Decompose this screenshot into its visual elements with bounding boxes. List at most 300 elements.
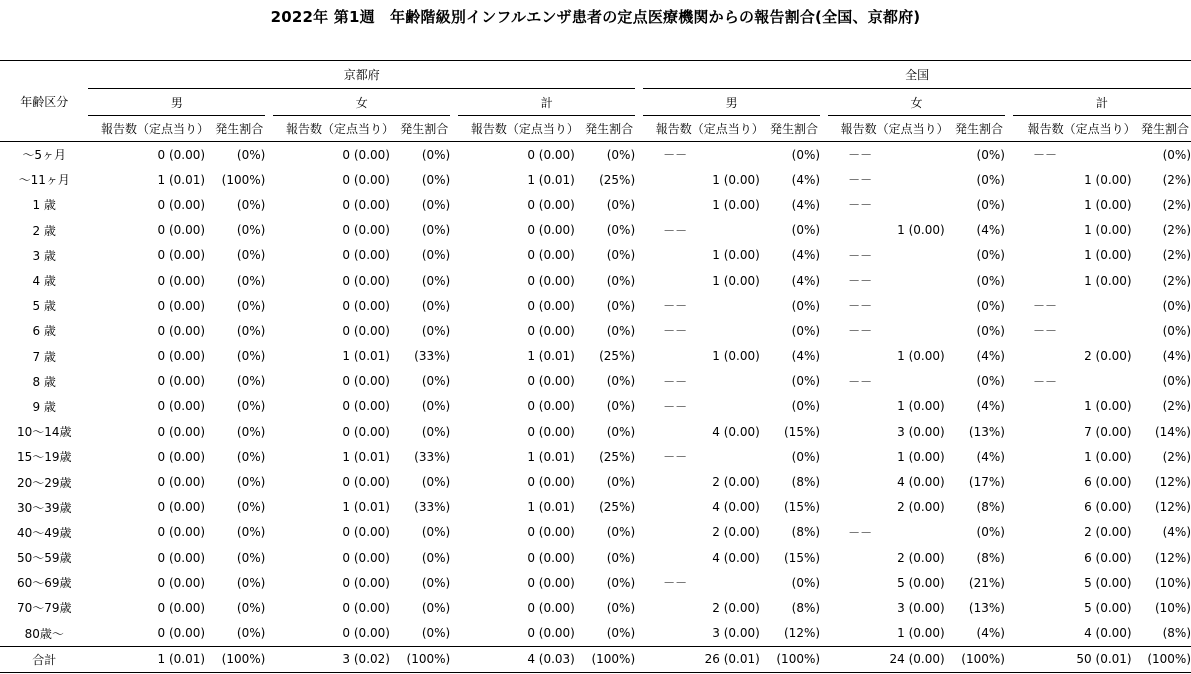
rate-cell: (4%) xyxy=(976,223,1005,238)
rate-cell: (0%) xyxy=(976,172,1005,187)
count-cell: 0 (0.00) xyxy=(157,550,206,565)
count-cell: －－ xyxy=(848,299,873,314)
table-row xyxy=(0,167,1191,192)
count-cell: －－ xyxy=(848,198,873,213)
count-cell: 0 (0.00) xyxy=(342,298,390,313)
col-gap xyxy=(1005,394,1013,419)
rate-cell: (0%) xyxy=(976,248,1005,263)
count-cell: 6 (0.00) xyxy=(1084,550,1132,565)
count-cell: 0 (0.00) xyxy=(157,374,206,389)
rate-cell: (12%) xyxy=(1154,475,1191,490)
count-cell: 0 (0.00) xyxy=(527,147,575,162)
count-cell: 1 (0.00) xyxy=(712,172,760,187)
count-cell: 1 (0.00) xyxy=(897,223,945,238)
count-cell: 1 (0.00) xyxy=(712,197,760,212)
col-gap xyxy=(635,192,643,217)
table-row xyxy=(0,293,1191,318)
col-gap xyxy=(635,268,643,293)
col-gap xyxy=(635,495,643,520)
col-gap xyxy=(635,545,643,570)
col-gap xyxy=(450,167,458,192)
rate-cell: (0%) xyxy=(976,147,1005,162)
count-cell: 0 (0.00) xyxy=(342,323,390,338)
rate-cell: (25%) xyxy=(599,500,636,515)
count-cell: 6 (0.00) xyxy=(1084,475,1132,490)
col-gap xyxy=(265,142,273,168)
sex-header: 女 xyxy=(273,89,450,116)
count-cell: 0 (0.00) xyxy=(157,600,206,615)
rate-cell: (4%) xyxy=(791,273,821,288)
col-gap xyxy=(820,394,828,419)
col-gap xyxy=(820,344,828,369)
page-title: 2022年 第1週 年齢階級別インフルエンザ患者の定点医療機関からの報告割合(全国、京都府) xyxy=(270,8,921,26)
count-cell: 0 (0.00) xyxy=(342,424,390,439)
rate-cell: (12%) xyxy=(1154,500,1191,515)
rate-cell: (0%) xyxy=(236,449,266,464)
rate-cell: (0%) xyxy=(236,626,266,641)
count-cell: 2 (0.00) xyxy=(897,500,945,515)
count-cell: 0 (0.00) xyxy=(527,575,575,590)
rate-cell: (0%) xyxy=(236,575,266,590)
rate-cell: (12%) xyxy=(1154,550,1191,565)
col-gap xyxy=(1005,570,1013,595)
col-gap xyxy=(820,495,828,520)
rate-cell: (17%) xyxy=(968,475,1005,490)
count-cell: 1 (0.00) xyxy=(897,626,945,641)
col-gap xyxy=(450,419,458,444)
count-cell: 50 (0.01) xyxy=(1013,646,1138,672)
count-cell: 0 (0.00) xyxy=(157,525,206,540)
rate-cell: (13%) xyxy=(968,424,1005,439)
age-cell: ～11ヶ月 xyxy=(18,173,70,188)
count-cell: 0 (0.00) xyxy=(342,273,390,288)
col-gap xyxy=(635,419,643,444)
col-gap xyxy=(1005,318,1013,343)
count-cell: 0 (0.00) xyxy=(342,600,390,615)
col-header-rate: 発生割合 xyxy=(766,116,820,142)
count-cell: 24 (0.00) xyxy=(828,646,951,672)
rate-cell: (0%) xyxy=(606,323,636,338)
count-cell: 0 (0.00) xyxy=(342,626,390,641)
col-header-rate: 発生割合 xyxy=(581,116,635,142)
age-cell: 40～49歳 xyxy=(16,525,72,540)
col-gap xyxy=(265,116,273,142)
rate-cell: (0%) xyxy=(421,172,451,187)
col-gap xyxy=(450,192,458,217)
count-cell: 1 (0.00) xyxy=(1084,399,1132,414)
count-cell: 0 (0.00) xyxy=(157,223,206,238)
rate-cell: (0%) xyxy=(236,550,266,565)
rate-cell: (0%) xyxy=(421,374,451,389)
count-cell: 0 (0.00) xyxy=(342,550,390,565)
col-gap xyxy=(635,570,643,595)
rate-cell: (0%) xyxy=(976,525,1005,540)
rate-cell: (0%) xyxy=(236,273,266,288)
col-gap xyxy=(820,293,828,318)
count-cell: 0 (0.00) xyxy=(157,197,206,212)
col-gap xyxy=(265,419,273,444)
age-cell: 10～14歳 xyxy=(16,425,72,440)
col-gap xyxy=(635,167,643,192)
rate-cell: (0%) xyxy=(236,424,266,439)
age-cell: 80歳～ xyxy=(24,626,64,641)
rate-cell: (0%) xyxy=(791,147,821,162)
rate-cell: (2%) xyxy=(1162,399,1191,414)
col-header-count: 報告数（定点当り） xyxy=(1013,116,1138,142)
col-gap xyxy=(1005,167,1013,192)
count-cell: 0 (0.00) xyxy=(342,475,390,490)
rate-cell: (2%) xyxy=(1162,248,1191,263)
table-row xyxy=(0,570,1191,595)
rate-cell: (0%) xyxy=(236,600,266,615)
col-gap xyxy=(265,570,273,595)
rate-cell: (4%) xyxy=(791,197,821,212)
col-gap xyxy=(450,218,458,243)
col-gap xyxy=(820,318,828,343)
age-cell: 3 歳 xyxy=(32,248,56,263)
count-cell: 1 (0.00) xyxy=(1084,197,1132,212)
count-cell: 1 (0.01) xyxy=(342,449,390,464)
count-cell: 5 (0.00) xyxy=(1084,600,1132,615)
rate-cell: (0%) xyxy=(606,424,636,439)
count-cell: 0 (0.00) xyxy=(157,349,206,364)
col-gap xyxy=(450,495,458,520)
count-cell: －－ xyxy=(848,173,873,188)
count-cell: 7 (0.00) xyxy=(1084,424,1132,439)
rate-cell: (0%) xyxy=(606,197,636,212)
age-cell: 5 歳 xyxy=(32,299,56,314)
table-row xyxy=(0,344,1191,369)
col-gap xyxy=(635,444,643,469)
header-row-cols xyxy=(0,116,1191,142)
rate-cell: (15%) xyxy=(784,500,821,515)
col-gap xyxy=(820,167,828,192)
col-gap xyxy=(450,545,458,570)
col-gap xyxy=(265,167,273,192)
count-cell: 0 (0.00) xyxy=(342,525,390,540)
col-gap xyxy=(450,369,458,394)
table-row xyxy=(0,419,1191,444)
rate-cell: (15%) xyxy=(784,550,821,565)
count-cell: 4 (0.00) xyxy=(712,424,760,439)
col-gap xyxy=(265,495,273,520)
rate-cell: (8%) xyxy=(791,475,821,490)
col-gap xyxy=(635,142,643,168)
count-cell: －－ xyxy=(663,148,688,163)
rate-cell: (15%) xyxy=(784,424,821,439)
col-gap xyxy=(1005,192,1013,217)
col-gap xyxy=(265,394,273,419)
col-gap xyxy=(1005,646,1013,672)
count-cell: 0 (0.00) xyxy=(342,197,390,212)
count-cell: －－ xyxy=(848,374,873,389)
col-gap xyxy=(820,595,828,620)
rate-cell: (4%) xyxy=(976,626,1005,641)
col-header-count: 報告数（定点当り） xyxy=(643,116,766,142)
count-cell: 0 (0.00) xyxy=(157,323,206,338)
age-cell: 6 歳 xyxy=(32,324,56,339)
age-cell: 15～19歳 xyxy=(16,450,72,465)
col-header-rate: 発生割合 xyxy=(1138,116,1191,142)
count-cell: 0 (0.00) xyxy=(342,374,390,389)
col-gap xyxy=(820,621,828,647)
rate-cell: (8%) xyxy=(976,500,1005,515)
rate-cell: (0%) xyxy=(236,223,266,238)
rate-cell: (0%) xyxy=(976,374,1005,389)
count-cell: 0 (0.00) xyxy=(527,525,575,540)
rate-cell: (0%) xyxy=(236,525,266,540)
rate-cell: (8%) xyxy=(791,600,821,615)
col-gap xyxy=(820,646,828,672)
age-cell: 20～29歳 xyxy=(16,475,72,490)
count-cell: 3 (0.02) xyxy=(273,646,396,672)
count-cell: 3 (0.00) xyxy=(712,626,760,641)
header-row-region xyxy=(0,61,1191,89)
table-row xyxy=(0,469,1191,494)
col-gap xyxy=(265,646,273,672)
count-cell: 5 (0.00) xyxy=(1084,575,1132,590)
rate-cell: (14%) xyxy=(1154,424,1191,439)
rate-cell: (0%) xyxy=(606,298,636,313)
rate-cell: (0%) xyxy=(421,550,451,565)
rate-cell: (0%) xyxy=(421,525,451,540)
col-gap xyxy=(1005,218,1013,243)
rate-cell: (4%) xyxy=(976,349,1005,364)
count-cell: 0 (0.00) xyxy=(342,248,390,263)
rate-cell: (25%) xyxy=(599,449,636,464)
rate-cell: (100%) xyxy=(766,646,820,672)
col-gap xyxy=(820,243,828,268)
age-cell: 2 歳 xyxy=(32,223,56,238)
rate-cell: (0%) xyxy=(236,500,266,515)
col-gap xyxy=(265,89,273,116)
count-cell: 0 (0.00) xyxy=(527,424,575,439)
count-cell: 2 (0.00) xyxy=(712,475,760,490)
count-cell: 1 (0.00) xyxy=(1084,449,1132,464)
count-cell: 1 (0.01) xyxy=(342,349,390,364)
table-row xyxy=(0,444,1191,469)
rate-cell: (4%) xyxy=(791,172,821,187)
rate-cell: (0%) xyxy=(236,147,266,162)
rate-cell: (0%) xyxy=(791,575,821,590)
col-gap xyxy=(820,218,828,243)
col-gap xyxy=(450,621,458,647)
age-label: 年齢区分 xyxy=(0,61,88,142)
col-gap xyxy=(820,89,828,116)
region-header-kyoto: 京都府 xyxy=(88,61,635,89)
table-row xyxy=(0,268,1191,293)
col-gap xyxy=(1005,520,1013,545)
rate-cell: (0%) xyxy=(606,399,636,414)
count-cell: 2 (0.00) xyxy=(712,600,760,615)
rate-cell: (4%) xyxy=(976,399,1005,414)
count-cell: 1 (0.01) xyxy=(342,500,390,515)
rate-cell: (0%) xyxy=(606,374,636,389)
col-gap xyxy=(1005,89,1013,116)
rate-cell: (0%) xyxy=(606,600,636,615)
count-cell: 4 (0.00) xyxy=(712,550,760,565)
col-gap xyxy=(635,218,643,243)
count-cell: 0 (0.00) xyxy=(527,323,575,338)
rate-cell: (0%) xyxy=(236,475,266,490)
rate-cell: (2%) xyxy=(1162,172,1191,187)
col-header-count: 報告数（定点当り） xyxy=(88,116,211,142)
col-header-rate: 発生割合 xyxy=(396,116,450,142)
region-header-national: 全国 xyxy=(643,61,1191,89)
count-cell: 1 (0.00) xyxy=(712,248,760,263)
count-cell: 1 (0.01) xyxy=(88,646,211,672)
count-cell: 4 (0.00) xyxy=(1084,626,1132,641)
col-gap xyxy=(450,89,458,116)
rate-cell: (4%) xyxy=(976,449,1005,464)
count-cell: 0 (0.00) xyxy=(157,475,206,490)
count-cell: 1 (0.00) xyxy=(897,399,945,414)
rate-cell: (2%) xyxy=(1162,449,1191,464)
rate-cell: (0%) xyxy=(606,147,636,162)
count-cell: 2 (0.00) xyxy=(1084,349,1132,364)
table-row xyxy=(0,192,1191,217)
count-cell: 0 (0.00) xyxy=(527,600,575,615)
col-gap xyxy=(265,545,273,570)
rate-cell: (0%) xyxy=(976,323,1005,338)
col-gap xyxy=(265,268,273,293)
sex-header: 男 xyxy=(88,89,265,116)
count-cell: －－ xyxy=(663,374,688,389)
rate-cell: (100%) xyxy=(221,172,266,187)
influenza-table xyxy=(0,60,1191,673)
col-gap xyxy=(635,116,643,142)
rate-cell: (0%) xyxy=(976,298,1005,313)
rate-cell: (100%) xyxy=(1138,646,1191,672)
col-gap xyxy=(265,621,273,647)
count-cell: 1 (0.00) xyxy=(897,349,945,364)
count-cell: 1 (0.00) xyxy=(1084,273,1132,288)
col-gap xyxy=(1005,621,1013,647)
count-cell: 0 (0.00) xyxy=(157,298,206,313)
col-gap xyxy=(635,318,643,343)
rate-cell: (0%) xyxy=(421,248,451,263)
table-row xyxy=(0,142,1191,168)
count-cell: 1 (0.00) xyxy=(1084,172,1132,187)
col-gap xyxy=(450,318,458,343)
rate-cell: (0%) xyxy=(1162,147,1191,162)
count-cell: 2 (0.00) xyxy=(712,525,760,540)
count-cell: 0 (0.00) xyxy=(157,500,206,515)
rate-cell: (0%) xyxy=(421,424,451,439)
count-cell: －－ xyxy=(663,324,688,339)
age-cell: 30～39歳 xyxy=(16,500,72,515)
age-cell: 4 歳 xyxy=(32,274,56,289)
col-gap xyxy=(635,595,643,620)
count-cell: －－ xyxy=(848,248,873,263)
col-gap xyxy=(450,344,458,369)
rate-cell: (0%) xyxy=(606,550,636,565)
rate-cell: (0%) xyxy=(1162,298,1191,313)
count-cell: －－ xyxy=(1032,148,1057,163)
count-cell: 0 (0.00) xyxy=(527,399,575,414)
rate-cell: (0%) xyxy=(791,399,821,414)
count-cell: 0 (0.00) xyxy=(157,399,206,414)
rate-cell: (0%) xyxy=(606,223,636,238)
rate-cell: (0%) xyxy=(421,626,451,641)
count-cell: 0 (0.00) xyxy=(527,298,575,313)
rate-cell: (100%) xyxy=(396,646,450,672)
count-cell: －－ xyxy=(848,324,873,339)
count-cell: 1 (0.01) xyxy=(157,172,206,187)
count-cell: 0 (0.00) xyxy=(157,273,206,288)
rate-cell: (0%) xyxy=(236,349,266,364)
rate-cell: (0%) xyxy=(236,248,266,263)
col-gap xyxy=(635,469,643,494)
col-gap xyxy=(450,394,458,419)
header-row-sex xyxy=(0,89,1191,116)
col-gap xyxy=(635,394,643,419)
rate-cell: (4%) xyxy=(791,349,821,364)
count-cell: 1 (0.01) xyxy=(527,449,575,464)
table-row xyxy=(0,545,1191,570)
count-cell: 0 (0.00) xyxy=(157,626,206,641)
col-gap xyxy=(1005,243,1013,268)
rate-cell: (8%) xyxy=(976,550,1005,565)
sex-header: 計 xyxy=(1013,89,1191,116)
count-cell: 1 (0.00) xyxy=(712,349,760,364)
count-cell: 0 (0.00) xyxy=(157,575,206,590)
sex-header: 計 xyxy=(458,89,635,116)
col-header-count: 報告数（定点当り） xyxy=(828,116,951,142)
rate-cell: (0%) xyxy=(606,525,636,540)
age-cell: 60～69歳 xyxy=(16,576,72,591)
col-gap xyxy=(1005,142,1013,168)
count-cell: 1 (0.00) xyxy=(1084,248,1132,263)
rate-cell: (0%) xyxy=(1162,374,1191,389)
age-cell: 50～59歳 xyxy=(16,551,72,566)
col-gap xyxy=(635,89,643,116)
table-row xyxy=(0,595,1191,620)
col-gap xyxy=(450,142,458,168)
col-gap xyxy=(1005,495,1013,520)
count-cell: －－ xyxy=(848,525,873,540)
col-gap xyxy=(820,545,828,570)
col-gap xyxy=(450,595,458,620)
count-cell: 2 (0.00) xyxy=(897,550,945,565)
rate-cell: (13%) xyxy=(968,600,1005,615)
col-gap xyxy=(450,444,458,469)
rate-cell: (4%) xyxy=(1162,349,1191,364)
col-gap xyxy=(1005,116,1013,142)
col-gap xyxy=(635,520,643,545)
age-cell: 70～79歳 xyxy=(16,601,72,616)
sex-header: 女 xyxy=(828,89,1005,116)
col-gap xyxy=(1005,469,1013,494)
rate-cell: (0%) xyxy=(791,374,821,389)
col-gap xyxy=(1005,268,1013,293)
count-cell: 0 (0.00) xyxy=(157,248,206,263)
rate-cell: (0%) xyxy=(791,323,821,338)
col-gap xyxy=(1005,369,1013,394)
count-cell: －－ xyxy=(1032,374,1057,389)
col-gap xyxy=(265,469,273,494)
rate-cell: (2%) xyxy=(1162,223,1191,238)
table-row xyxy=(0,318,1191,343)
col-gap xyxy=(265,293,273,318)
rate-cell: (0%) xyxy=(421,399,451,414)
col-gap xyxy=(450,646,458,672)
rate-cell: (0%) xyxy=(976,273,1005,288)
count-cell: 0 (0.00) xyxy=(157,147,206,162)
table-row xyxy=(0,369,1191,394)
rate-cell: (0%) xyxy=(421,575,451,590)
rate-cell: (21%) xyxy=(968,575,1005,590)
